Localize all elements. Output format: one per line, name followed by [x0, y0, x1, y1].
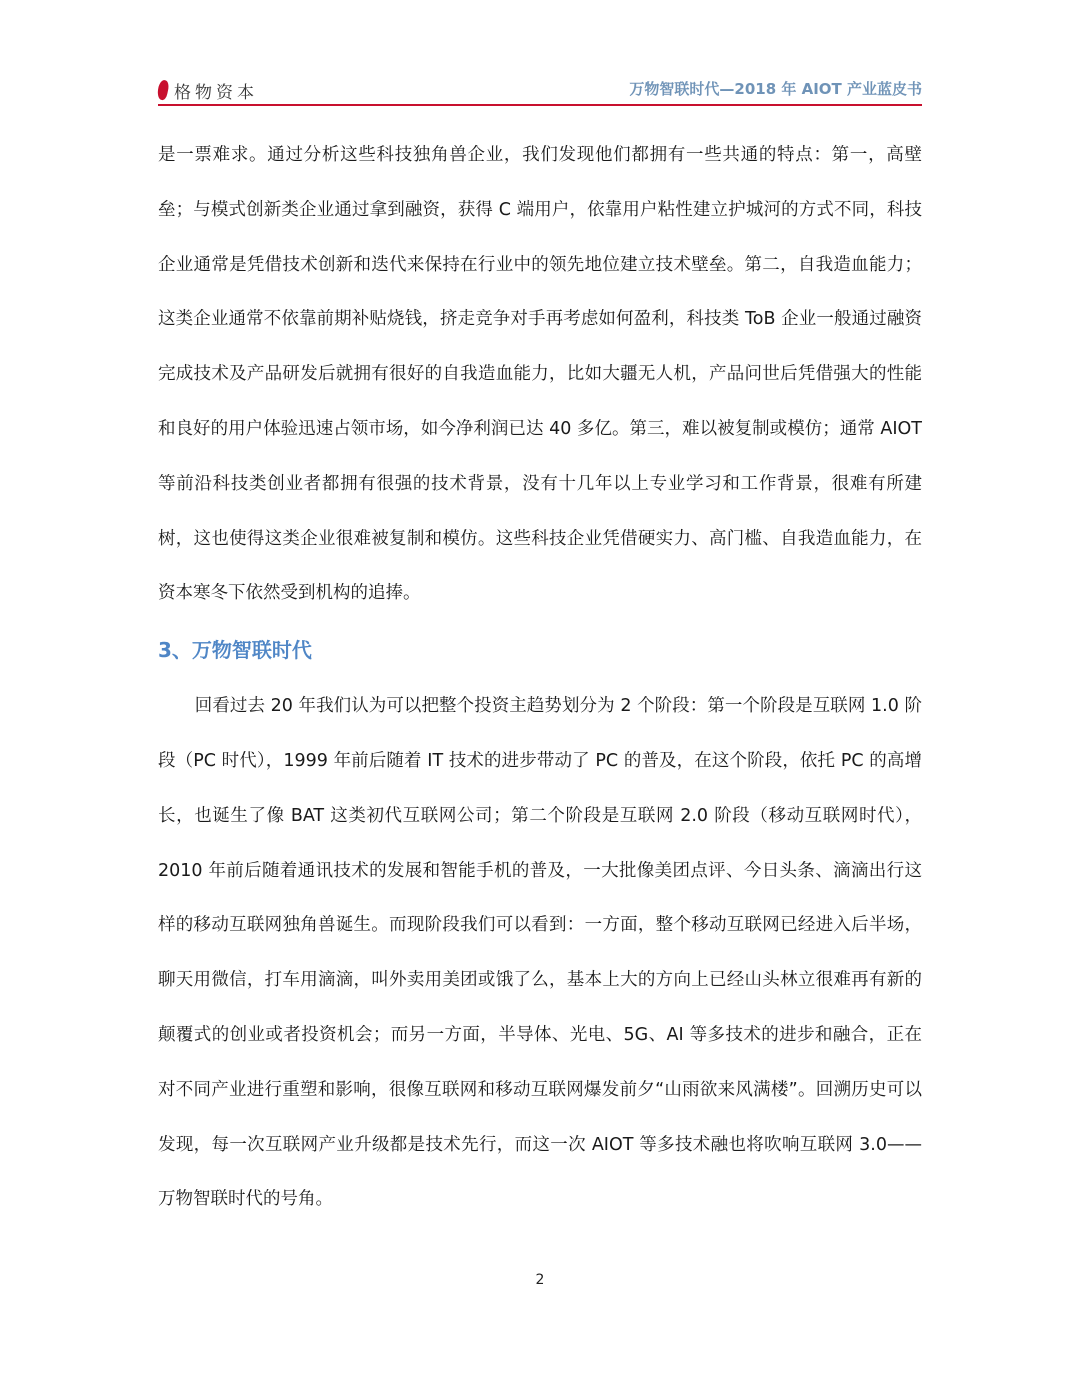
- page-content: [158, 128, 922, 1227]
- document-title: 万物智联时代—2018 年 AIOT 产业蓝皮书: [629, 80, 922, 98]
- header-divider: [158, 104, 922, 106]
- section-heading: 3、万物智联时代: [158, 638, 312, 663]
- logo-mark-icon: [156, 79, 170, 101]
- page-header: [158, 72, 922, 106]
- logo-text: 格物资本: [174, 82, 258, 103]
- body-paragraph: 回看过去 20 年我们认为可以把整个投资主趋势划分为 2 个阶段：第一个阶段是互联网 1.0 阶段（PC 时代），1999 年前后随着 IT 技术的进步带动了 PC 的普及，在这个阶段，依托 PC 的高增长，也诞生了像 BAT 这类初代互联网公司；第二个阶段是互联网 2.0 阶段（移动互联网时代），2010 年前后随着通讯技术的发展和智能手机的普及，一大批像美团点评、今日头条、滴滴出行这样的移动互联网独角兽诞生。而现阶段我们可以看到：一方面，整个移动互联网已经进入后半场，聊天用微信，打车用滴滴，叫外卖用美团或饿了么，基本上大的方向上已经山头林立很难再有新的颠覆式的创业或者投资机会；而另一方面，半导体、光电、5G、AI 等多技术的进步和融合，正在对不同产业进行重塑和影响，很像互联网和移动互联网爆发前夕“山雨欲来风满楼”。回溯历史可以发现，每一次互联网产业升级都是技术先行，而这一次 AIOT 等多技术融也将吹响互联网 3.0——万物智联时代的号角。: [158, 696, 922, 1210]
- body-paragraph: 是一票难求。通过分析这些科技独角兽企业，我们发现他们都拥有一些共通的特点：第一，高壁垒；与模式创新类企业通过拿到融资，获得 C 端用户，依靠用户粘性建立护城河的方式不同，科技企业通常是凭借技术创新和迭代来保持在行业中的领先地位建立技术壁垒。第二，自我造血能力；这类企业通常不依靠前期补贴烧钱，挤走竞争对手再考虑如何盈利，科技类 ToB 企业一般通过融资完成技术及产品研发后就拥有很好的自我造血能力，比如大疆无人机，产品问世后凭借强大的性能和良好的用户体验迅速占领市场，如今净利润已达 40 多亿。第三，难以被复制或模仿；通常 AIOT 等前沿科技类创业者都拥有很强的技术背景，没有十几年以上专业学习和工作背景，很难有所建树，这也使得这类企业很难被复制和模仿。这些科技企业凭借硬实力、高门槛、自我造血能力，在资本寒冬下依然受到机构的追捧。: [158, 145, 922, 604]
- company-logo: [158, 76, 258, 104]
- page-number: 2: [535, 1272, 545, 1288]
